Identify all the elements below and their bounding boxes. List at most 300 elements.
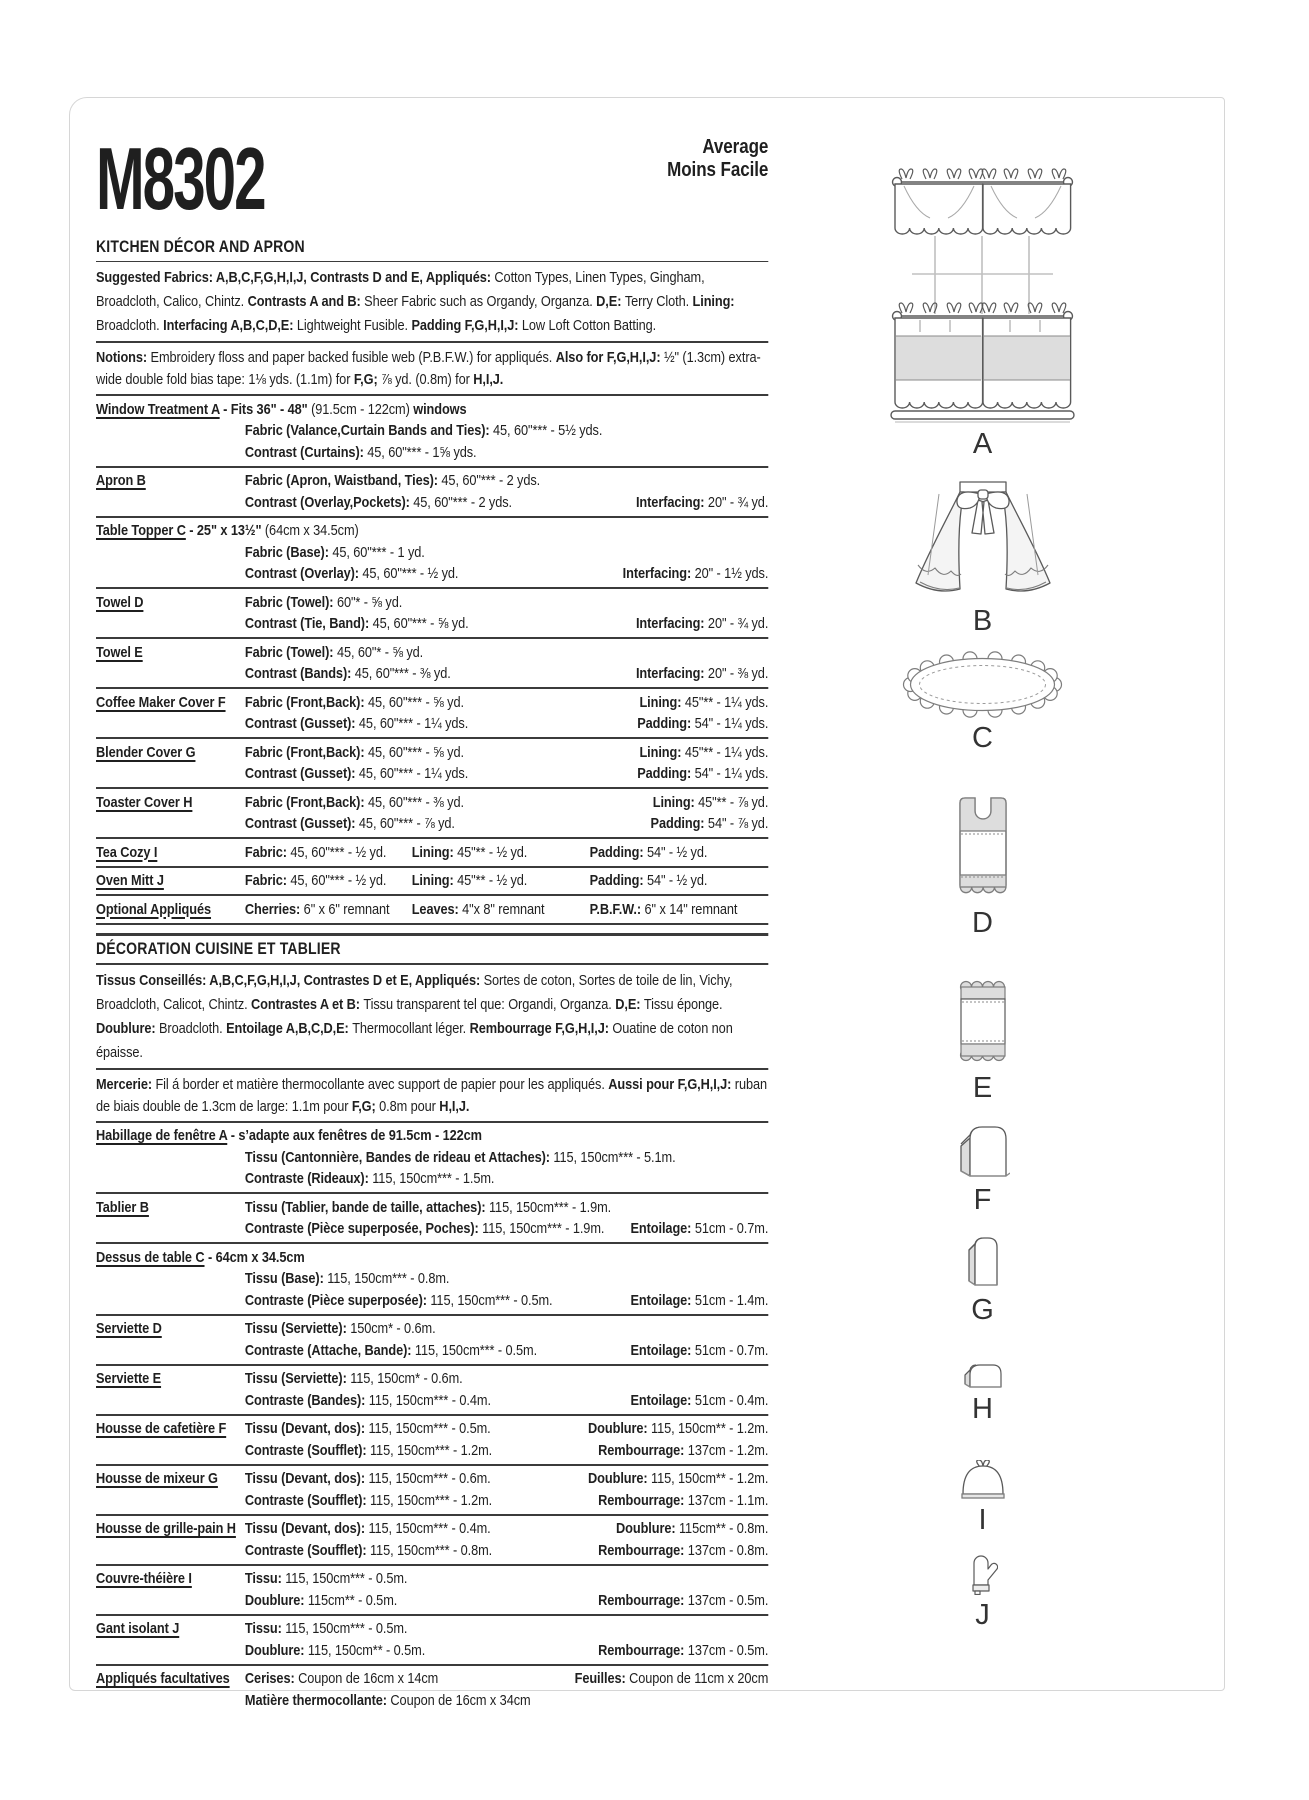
spec-value: 4"x 8" remnant bbox=[458, 900, 545, 918]
spec-line bbox=[245, 1618, 768, 1640]
spec-label: Contrast (Gusset): bbox=[244, 815, 356, 832]
spec-line bbox=[245, 1490, 768, 1512]
spec-value: 45"** - 1¼ yds. bbox=[681, 693, 769, 711]
spec-value: 115, 150cm*** - 5.1m. bbox=[549, 1148, 676, 1166]
spec-row bbox=[96, 1316, 768, 1366]
spec-cell bbox=[637, 713, 768, 735]
spec-cell bbox=[245, 1640, 425, 1662]
spec-value: Coupon de 16cm x 14cm bbox=[294, 1670, 439, 1687]
oven-mitt-illustration bbox=[968, 1551, 998, 1595]
bold-label-text: Entoilage A,B,C,D,E: bbox=[226, 1019, 353, 1037]
spec-line bbox=[245, 742, 768, 764]
spec-line bbox=[245, 792, 768, 814]
spec-line bbox=[245, 1168, 768, 1190]
spec-cell bbox=[245, 1390, 491, 1412]
spec-value: 45, 60"*** - 2 yds. bbox=[437, 472, 541, 489]
spec-label: Fabric: bbox=[244, 872, 287, 889]
spec-label: Tissu: bbox=[244, 1570, 282, 1587]
spec-label: Padding: bbox=[589, 872, 644, 889]
spec-lines bbox=[245, 1147, 768, 1190]
spec-value: 54" - 1¼ yds. bbox=[691, 765, 769, 782]
spec-label: Contraste (Soufflet): bbox=[244, 1491, 367, 1509]
towel-d-illustration bbox=[958, 781, 1008, 903]
row-title bbox=[96, 1418, 245, 1461]
row-title bbox=[96, 592, 245, 635]
figure-blender-cover bbox=[880, 1234, 1085, 1325]
tissus-conseilles-paragraph bbox=[96, 965, 768, 1070]
spec-label: Contrast (Bands): bbox=[244, 665, 352, 682]
spec-value: 51cm - 1.4m. bbox=[691, 1291, 769, 1309]
spec-label: Doublure: bbox=[244, 1641, 305, 1659]
spec-value: 45, 60"*** - ⅝ yd. bbox=[364, 743, 464, 761]
spec-cell bbox=[245, 842, 412, 864]
spec-line bbox=[245, 642, 768, 664]
item-name-text: Blender Cover G bbox=[96, 743, 196, 761]
spec-cell bbox=[636, 663, 768, 685]
mercerie-paragraph bbox=[96, 1070, 768, 1123]
spec-label: Lining: bbox=[639, 743, 682, 761]
spec-label: Contraste (Soufflet): bbox=[244, 1541, 367, 1559]
spec-line bbox=[245, 1640, 768, 1662]
body-text: Lightweight Fusible. bbox=[296, 317, 412, 334]
spec-cell bbox=[245, 663, 451, 685]
spec-label: Fabric (Towel): bbox=[244, 643, 334, 661]
row-title bbox=[96, 642, 245, 685]
spec-value: 115, 150cm* - 0.6m. bbox=[346, 1370, 463, 1387]
spec-value: 115, 150cm*** - 0.4m. bbox=[364, 1520, 491, 1537]
item-name-text: Habillage de fenêtre A bbox=[96, 1127, 228, 1144]
spec-line bbox=[245, 870, 768, 892]
spec-label: Tissu: bbox=[244, 1620, 282, 1637]
figure-towel-d bbox=[880, 781, 1085, 938]
spec-label: Tissu (Devant, dos): bbox=[244, 1420, 365, 1437]
spec-label: Contrast (Gusset): bbox=[244, 715, 356, 732]
spec-label: Contraste (Rideaux): bbox=[244, 1170, 369, 1187]
spec-value: 45, 60"*** - ⅜ yd. bbox=[364, 793, 464, 811]
bold-label-text: Contrasts A and B: bbox=[247, 293, 365, 310]
spec-label: Fabric (Towel): bbox=[244, 593, 334, 611]
spec-value: 115, 150cm*** - 0.5m. bbox=[364, 1420, 491, 1437]
spec-value: 115, 150cm** - 0.5m. bbox=[304, 1641, 426, 1659]
spec-label: Feuilles: bbox=[574, 1670, 626, 1687]
spec-value: 45"** - ⅞ yd. bbox=[694, 793, 769, 811]
spec-label: Contraste (Soufflet): bbox=[244, 1441, 367, 1459]
spec-cell bbox=[245, 899, 412, 921]
spec-value: Coupon de 16cm x 34cm bbox=[386, 1691, 531, 1709]
spec-line bbox=[245, 420, 768, 442]
spec-cell bbox=[245, 870, 412, 892]
spec-cell bbox=[412, 870, 590, 892]
spec-value: 6" x 6" remnant bbox=[300, 900, 390, 918]
figure-apron bbox=[880, 479, 1085, 636]
spec-cell bbox=[639, 692, 768, 714]
figure-oven-mitt bbox=[880, 1551, 1085, 1630]
row-title bbox=[96, 399, 768, 421]
spec-label: Rembourrage: bbox=[598, 1491, 685, 1509]
spec-value: 60"* - ⅝ yd. bbox=[333, 593, 403, 611]
body-text: Broadcloth. bbox=[96, 317, 164, 334]
spec-label: Fabric (Base): bbox=[244, 543, 329, 561]
spec-value: 45, 60"* - ⅝ yd. bbox=[333, 643, 424, 661]
bold-label-text: H,I,J. bbox=[439, 1097, 470, 1115]
item-name-text: Housse de grille-pain H bbox=[96, 1520, 236, 1537]
bold-label-text: Doublure: bbox=[96, 1019, 159, 1037]
spec-line bbox=[245, 1218, 768, 1240]
spec-cell bbox=[630, 1390, 768, 1412]
body-text: Ouatine de coton non épaisse. bbox=[96, 1019, 733, 1061]
spec-label: Interfacing: bbox=[635, 665, 705, 682]
spec-label: Contraste (Bandes): bbox=[244, 1391, 366, 1409]
spec-lines bbox=[245, 899, 768, 921]
spec-cell bbox=[245, 1368, 463, 1390]
item-name-text: Housse de cafetière F bbox=[96, 1420, 227, 1437]
body-text: Sheer Fabric such as Organdy, Organza. bbox=[364, 293, 597, 310]
spec-line bbox=[245, 1340, 768, 1362]
spec-line bbox=[245, 1197, 768, 1219]
spec-line bbox=[245, 1268, 768, 1290]
spec-line bbox=[245, 1668, 768, 1690]
spec-label: Tissu (Devant, dos): bbox=[244, 1470, 365, 1487]
spec-label: Rembourrage: bbox=[598, 1591, 685, 1609]
spec-cell bbox=[630, 1290, 768, 1312]
spec-cell bbox=[412, 899, 590, 921]
spec-line bbox=[245, 1440, 768, 1462]
spec-cell bbox=[245, 1290, 553, 1312]
bold-label-text: Interfacing A,B,C,D,E: bbox=[163, 317, 297, 334]
figure-letter: J bbox=[975, 1599, 990, 1631]
spec-cell bbox=[245, 563, 458, 585]
spec-row bbox=[96, 1366, 768, 1416]
body-text: ½" (1.3cm) extra-wide double fold bias tape: 1⅛ yds. (1.1m) for bbox=[96, 349, 761, 388]
spec-row bbox=[96, 868, 768, 897]
item-name-text: Towel D bbox=[96, 593, 144, 611]
spec-label: Lining: bbox=[411, 843, 454, 861]
item-name-text: Housse de mixeur G bbox=[96, 1470, 218, 1487]
item-name-text: Gant isolant J bbox=[96, 1620, 180, 1637]
spec-line bbox=[245, 1368, 768, 1390]
spec-label: Contrast (Overlay,Pockets): bbox=[244, 493, 410, 511]
item-name-text: Serviette E bbox=[96, 1370, 162, 1387]
spec-value: 115, 150cm*** - 1.9m. bbox=[485, 1198, 612, 1216]
text-column bbox=[96, 98, 768, 1714]
spec-lines bbox=[245, 792, 768, 835]
spec-cell bbox=[245, 470, 540, 492]
english-yardage-table bbox=[96, 396, 768, 925]
spec-label: Padding: bbox=[637, 765, 692, 782]
spec-value: 45, 60"*** - ⅝ yd. bbox=[364, 693, 464, 711]
row-title bbox=[96, 742, 245, 785]
spec-line bbox=[245, 1540, 768, 1562]
spec-value: 45"** - ½ yd. bbox=[453, 843, 528, 861]
spec-cell bbox=[245, 1668, 438, 1690]
item-name-text: Dessus de table C bbox=[96, 1248, 205, 1266]
spec-label: Fabric (Apron, Waistband, Ties): bbox=[244, 472, 438, 489]
spec-cell bbox=[598, 1490, 768, 1512]
spec-cell bbox=[245, 1490, 492, 1512]
spec-label: Tissu (Serviette): bbox=[244, 1320, 347, 1337]
spec-cell bbox=[412, 842, 590, 864]
spec-cell bbox=[590, 842, 769, 864]
row-title bbox=[96, 1468, 245, 1511]
row-title bbox=[96, 1618, 245, 1661]
spec-cell bbox=[590, 899, 769, 921]
bold-label-text: D,E: bbox=[596, 293, 625, 310]
figure-toaster-cover bbox=[880, 1363, 1085, 1424]
row-title bbox=[96, 1368, 245, 1411]
figure-letter: G bbox=[971, 1294, 994, 1326]
title-suffix: (91.5cm - 122cm) bbox=[311, 400, 414, 418]
row-title bbox=[96, 1125, 768, 1147]
coffee-maker-cover-illustration bbox=[956, 1118, 1010, 1180]
spec-value: 51cm - 0.7m. bbox=[691, 1220, 769, 1237]
item-name-text: Coffee Maker Cover F bbox=[96, 693, 226, 711]
pattern-envelope-page bbox=[69, 97, 1225, 1709]
item-name-text: Appliqués facultatives bbox=[96, 1670, 230, 1687]
row-title bbox=[96, 1247, 768, 1269]
spec-value: 115, 150cm*** - 1.2m. bbox=[366, 1441, 493, 1459]
spec-row bbox=[96, 468, 768, 518]
spec-cell bbox=[636, 492, 768, 514]
spec-cell bbox=[245, 1147, 676, 1169]
spec-value: 45, 60"*** - ½ yd. bbox=[358, 565, 459, 582]
title-suffix: (64cm x 34.5cm) bbox=[264, 522, 359, 539]
spec-cell bbox=[598, 1590, 768, 1612]
spec-lines bbox=[245, 1468, 768, 1511]
body-text: Tissu éponge. bbox=[643, 995, 723, 1013]
spec-cell bbox=[653, 792, 769, 814]
spec-row bbox=[96, 589, 768, 639]
row-title bbox=[96, 520, 768, 542]
spec-cell bbox=[245, 1518, 491, 1540]
figure-letter: F bbox=[973, 1184, 992, 1216]
spec-cell bbox=[598, 1440, 768, 1462]
spec-line bbox=[245, 442, 768, 464]
spec-label: Padding: bbox=[589, 843, 644, 861]
spec-lines bbox=[245, 1197, 768, 1240]
spec-label: Entoilage: bbox=[630, 1220, 692, 1237]
figure-coffee-maker-cover bbox=[880, 1118, 1085, 1215]
spec-row bbox=[96, 396, 768, 468]
figure-window-treatment bbox=[880, 166, 1085, 459]
spec-label: Leaves: bbox=[411, 900, 459, 918]
figure-letter: A bbox=[972, 428, 993, 460]
row-title bbox=[96, 1197, 245, 1240]
spec-value: 45"** - 1¼ yds. bbox=[681, 743, 769, 761]
spec-cell bbox=[245, 1197, 611, 1219]
spec-value: Coupon de 11cm x 20cm bbox=[625, 1670, 769, 1687]
spec-lines bbox=[245, 1618, 768, 1661]
spec-row bbox=[96, 518, 768, 590]
spec-cell bbox=[245, 1318, 436, 1340]
spec-cell bbox=[245, 1340, 537, 1362]
table-topper-illustration bbox=[900, 651, 1065, 718]
spec-line bbox=[245, 492, 768, 514]
spec-row bbox=[96, 1666, 768, 1714]
spec-line bbox=[245, 542, 768, 564]
spec-cell bbox=[245, 1418, 491, 1440]
item-name-text: Tablier B bbox=[96, 1198, 149, 1216]
spec-label: Contraste (Pièce superposée, Poches): bbox=[244, 1220, 479, 1237]
spec-row bbox=[96, 789, 768, 839]
spec-cell bbox=[245, 763, 468, 785]
spec-value: 45, 60"*** - ½ yd. bbox=[286, 843, 387, 861]
spec-lines bbox=[245, 870, 768, 892]
spec-cell bbox=[245, 742, 464, 764]
spec-cell bbox=[245, 692, 464, 714]
row-title bbox=[96, 1518, 245, 1561]
spec-line bbox=[245, 813, 768, 835]
body-text: Cotton Types, Linen Types, Gingham, Broadcloth, Calico, Chintz. bbox=[96, 269, 705, 310]
spec-cell bbox=[575, 1668, 769, 1690]
item-name-text: Oven Mitt J bbox=[96, 872, 164, 889]
figure-table-topper bbox=[880, 651, 1085, 753]
title-suffix-bold: - 64cm x 34.5cm bbox=[204, 1248, 305, 1266]
english-section-title: KITCHEN DÉCOR AND APRON bbox=[96, 238, 768, 262]
spec-label: Lining: bbox=[652, 793, 695, 811]
spec-cell bbox=[245, 1568, 407, 1590]
spec-row bbox=[96, 1616, 768, 1666]
spec-value: 51cm - 0.7m. bbox=[691, 1341, 769, 1359]
spec-value: 115, 150cm*** - 1.9m. bbox=[478, 1220, 605, 1237]
spec-row bbox=[96, 639, 768, 689]
spec-cell bbox=[245, 1268, 449, 1290]
spec-line bbox=[245, 1147, 768, 1169]
spec-value: 115, 150cm*** - 1.2m. bbox=[366, 1491, 493, 1509]
spec-label: Doublure: bbox=[588, 1420, 648, 1437]
body-text: Low Loft Cotton Batting. bbox=[521, 317, 657, 334]
spec-cell bbox=[245, 592, 402, 614]
spec-row bbox=[96, 839, 768, 868]
spec-value: 137cm - 0.8m. bbox=[684, 1541, 769, 1559]
bold-label-text: Rembourrage F,G,H,I,J: bbox=[469, 1019, 613, 1037]
spec-cell bbox=[630, 1218, 768, 1240]
spec-label: Fabric (Front,Back): bbox=[244, 793, 365, 811]
bold-label-text: F,G; bbox=[353, 371, 382, 388]
spec-lines bbox=[245, 1418, 768, 1461]
spec-cell bbox=[245, 542, 425, 564]
spec-cell bbox=[245, 1690, 531, 1712]
item-name-text: Tea Cozy I bbox=[96, 843, 158, 861]
spec-row bbox=[96, 1566, 768, 1616]
bold-label-text: F,G; bbox=[351, 1097, 380, 1115]
spec-label: Doublure: bbox=[616, 1520, 676, 1537]
bold-label-text: Tissus Conseillés: A,B,C,F,G,H,I,J, Contrastes D et E, Appliqués: bbox=[96, 971, 484, 989]
spec-label: Cherries: bbox=[244, 900, 301, 918]
spec-label: Lining: bbox=[639, 693, 682, 711]
spec-label: Doublure: bbox=[244, 1591, 305, 1609]
spec-line bbox=[245, 470, 768, 492]
title-suffix-bold: windows bbox=[413, 400, 467, 418]
spec-cell bbox=[588, 1418, 768, 1440]
spec-value: 137cm - 0.5m. bbox=[684, 1591, 769, 1609]
spec-lines bbox=[245, 842, 768, 864]
spec-line bbox=[245, 1518, 768, 1540]
spec-line bbox=[245, 763, 768, 785]
spec-line bbox=[245, 1318, 768, 1340]
spec-label: Lining: bbox=[411, 872, 454, 889]
figure-letter: H bbox=[972, 1393, 993, 1425]
notions-paragraph bbox=[96, 343, 768, 396]
spec-value: 54" - ⅞ yd. bbox=[704, 815, 769, 832]
french-section-title: DÉCORATION CUISINE ET TABLIER bbox=[96, 933, 768, 965]
body-text: ruban de biais double de 1.3cm de large: 1.1m pour bbox=[96, 1075, 768, 1115]
spec-lines bbox=[245, 1268, 768, 1311]
spec-lines bbox=[245, 420, 768, 463]
spec-value: 45"** - ½ yd. bbox=[453, 872, 528, 889]
spec-value: 45, 60"*** - 1¼ yds. bbox=[355, 765, 469, 782]
spec-lines bbox=[245, 742, 768, 785]
spec-value: 45, 60"*** - ⅞ yd. bbox=[355, 815, 455, 832]
spec-lines bbox=[245, 470, 768, 513]
spec-label: Fabric (Front,Back): bbox=[244, 693, 365, 711]
spec-value: 115, 150cm*** - 0.8m. bbox=[366, 1541, 493, 1559]
spec-value: 45, 60"*** - ⅝ yd. bbox=[369, 615, 469, 632]
spec-label: Rembourrage: bbox=[598, 1641, 685, 1659]
spec-label: Tissu (Cantonnière, Bandes de rideau et Attaches): bbox=[244, 1148, 550, 1166]
difficulty-fr: Moins Facile bbox=[667, 159, 769, 181]
spec-lines bbox=[245, 1668, 768, 1711]
body-text: Thermocollant léger. bbox=[352, 1019, 470, 1037]
spec-value: 137cm - 1.1m. bbox=[684, 1491, 769, 1509]
blender-cover-illustration bbox=[965, 1234, 1001, 1290]
spec-value: 20" - ¾ yd. bbox=[704, 615, 769, 632]
spec-value: 45, 60"*** - 1¼ yds. bbox=[355, 715, 469, 732]
spec-value: 20" - ⅜ yd. bbox=[704, 665, 769, 682]
spec-cell bbox=[245, 1440, 492, 1462]
bold-label-text: Aussi pour F,G,H,I,J: bbox=[608, 1075, 735, 1093]
bold-label-text: Mercerie: bbox=[96, 1075, 156, 1093]
spec-cell bbox=[590, 870, 769, 892]
spec-cell bbox=[245, 492, 512, 514]
spec-value: 115, 150cm*** - 0.6m. bbox=[364, 1470, 491, 1487]
spec-label: Contraste (Attache, Bande): bbox=[244, 1341, 412, 1359]
spec-row bbox=[96, 739, 768, 789]
spec-label: Rembourrage: bbox=[598, 1541, 685, 1559]
spec-line bbox=[245, 613, 768, 635]
spec-value: 150cm* - 0.6m. bbox=[346, 1320, 436, 1337]
item-name-text: Couvre-théière I bbox=[96, 1570, 192, 1587]
spec-label: Interfacing: bbox=[622, 565, 692, 582]
spec-label: Tissu (Base): bbox=[244, 1270, 324, 1287]
difficulty-en: Average bbox=[702, 136, 769, 158]
figure-letter: B bbox=[972, 605, 993, 637]
spec-value: 54" - ½ yd. bbox=[643, 872, 708, 889]
bold-label-text: D,E: bbox=[615, 995, 644, 1013]
spec-value: 115, 150cm*** - 0.8m. bbox=[323, 1270, 450, 1287]
spec-label: Doublure: bbox=[588, 1470, 648, 1487]
item-name-text: Table Topper C bbox=[96, 522, 186, 539]
spec-line bbox=[245, 592, 768, 614]
spec-cell bbox=[245, 642, 423, 664]
spec-row bbox=[96, 1123, 768, 1195]
spec-line bbox=[245, 842, 768, 864]
spec-lines bbox=[245, 1568, 768, 1611]
body-text: Embroidery floss and paper backed fusible web (P.B.F.W.) for appliqués. bbox=[150, 349, 556, 366]
spec-value: 115, 150cm*** - 0.5m. bbox=[281, 1620, 408, 1637]
spec-value: 20" - ¾ yd. bbox=[704, 493, 769, 511]
spec-lines bbox=[245, 1368, 768, 1411]
spec-value: 115, 150cm** - 1.2m. bbox=[647, 1420, 769, 1437]
spec-label: Contrast (Gusset): bbox=[244, 765, 356, 782]
spec-value: 54" - 1¼ yds. bbox=[691, 715, 769, 732]
spec-label: Interfacing: bbox=[635, 493, 705, 511]
figure-letter: E bbox=[972, 1072, 993, 1104]
spec-cell bbox=[245, 813, 455, 835]
spec-line bbox=[245, 1290, 768, 1312]
row-title bbox=[96, 1568, 245, 1611]
spec-label: Rembourrage: bbox=[598, 1441, 685, 1459]
spec-label: Tissu (Tablier, bande de taille, attaches): bbox=[244, 1198, 486, 1216]
